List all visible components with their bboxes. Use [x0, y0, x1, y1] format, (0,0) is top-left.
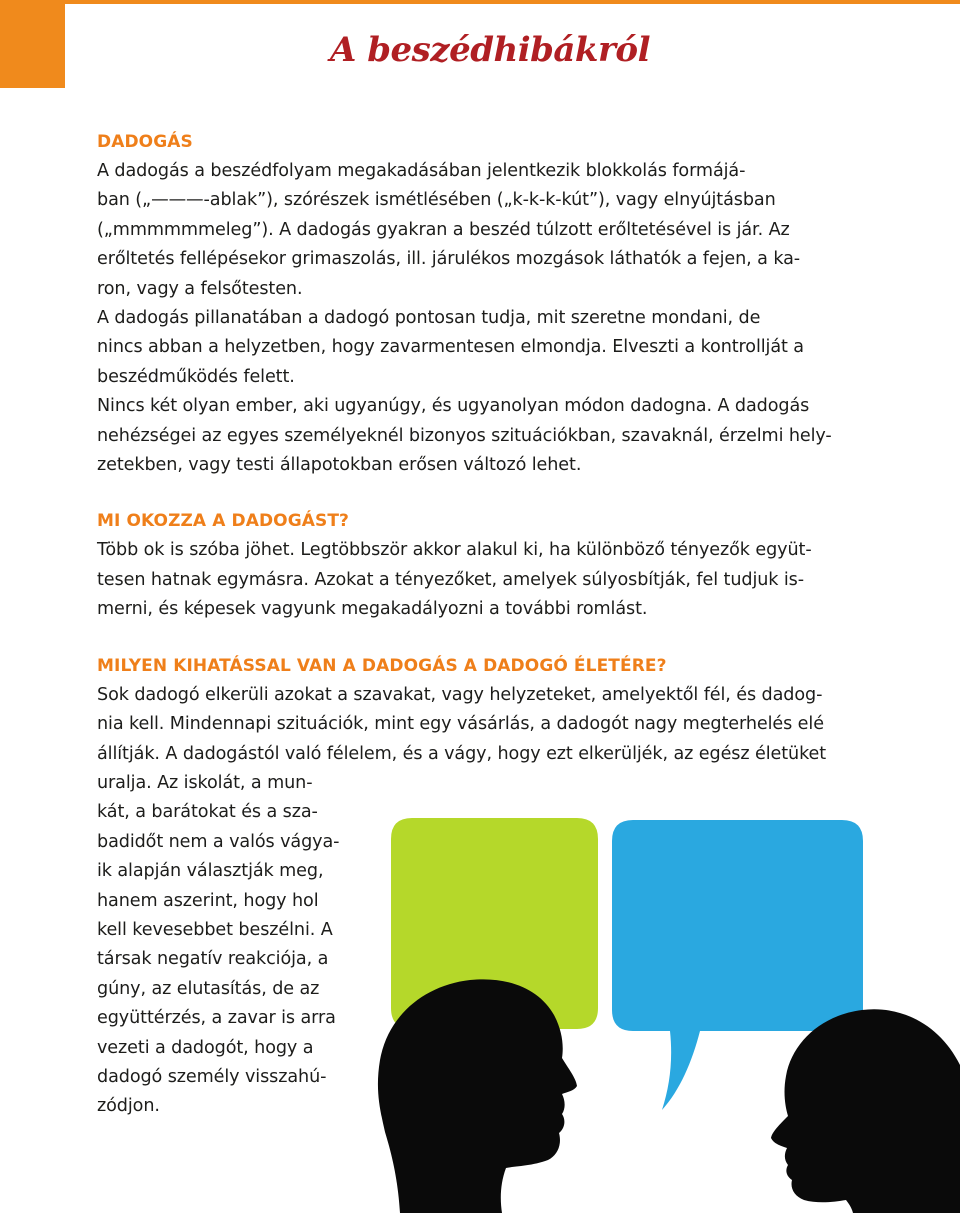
person-silhouette-icon [771, 1009, 960, 1213]
text-line: beszédműködés felett. [97, 366, 295, 387]
page-title: A beszédhibákról [330, 30, 650, 70]
section-gap [97, 625, 887, 652]
text-line: („mmmmmmeleg”). A dadogás gyakran a beszéd túlzott erőltetésével is jár. Az [97, 219, 790, 240]
text-line: kát, a barátokat és a sza- [97, 802, 318, 823]
text-line: hanem aszerint, hogy hol [97, 890, 319, 911]
top-accent-line [0, 0, 960, 4]
text-line: zetekben, vagy testi állapotokban erősen változó lehet. [97, 455, 582, 476]
text-line: Több ok is szóba jöhet. Legtöbbször akkor alakul ki, ha különböző tényezők együt- [97, 540, 812, 561]
text-line: együttérzés, a zavar is arra [97, 1008, 336, 1029]
text-line: badidőt nem a valós vágya- [97, 831, 340, 852]
text-line: társak negatív reakciója, a [97, 949, 329, 970]
text-line: nincs abban a helyzetben, hogy zavarmentesen elmondja. Elveszti a kontrollját a [97, 337, 804, 358]
section-heading-dadogas: DADOGÁS [97, 132, 193, 152]
section-heading-kihatas: MILYEN KIHATÁSSAL VAN A DADOGÁS A DADOGÓ ÉLETÉRE? [97, 655, 667, 676]
text-line: kell kevesebbet beszélni. A [97, 919, 333, 940]
text-line: zódjon. [97, 1096, 160, 1117]
text-line: tesen hatnak egymásra. Azokat a tényezőket, amelyek súlyosbítják, fel tudjuk is- [97, 569, 804, 590]
text-line: Sok dadogó elkerüli azokat a szavakat, vagy helyzeteket, amelyektől fél, és dadog- [97, 684, 823, 705]
text-line: uralja. Az iskolát, a mun- [97, 772, 313, 793]
text-line: A dadogás pillanatában a dadogó pontosan tudja, mit szeretne mondani, de [97, 308, 761, 329]
text-line: ron, vagy a felsőtesten. [97, 278, 303, 299]
man-silhouette-icon [378, 979, 577, 1213]
text-line: ik alapján választják meg, [97, 861, 324, 882]
text-line: ban („———-ablak”), szórészek ismétlésében („k-k-k-kút”), vagy elnyújtásban [97, 190, 776, 211]
text-line: gúny, az elutasítás, de az [97, 978, 320, 999]
section-gap [97, 480, 887, 507]
text-line: Nincs két olyan ember, aki ugyanúgy, és ugyanolyan módon dadogna. A dadogás [97, 396, 810, 417]
text-line: állítják. A dadogástól való félelem, és a vágy, hogy ezt elkerüljék, az egész életüket [97, 743, 827, 764]
section-body-dadogas [97, 157, 887, 480]
text-line: vezeti a dadogót, hogy a [97, 1037, 314, 1058]
text-line: merni, és képesek vagyunk megakadályozni a további romlást. [97, 599, 648, 620]
narrow-text-column [97, 769, 362, 1122]
text-line: erőltetés fellépésekor grimaszolás, ill. járulékos mozgások láthatók a fejen, a ka- [97, 249, 801, 270]
text-line: nehézségei az egyes személyeknél bizonyos szituációkban, szavaknál, érzelmi hely- [97, 425, 832, 446]
text-line: nia kell. Mindennapi szituációk, mint egy vásárlás, a dadogót nagy megterhelés elé [97, 714, 824, 735]
section-heading-okok: MI OKOZZA A DADOGÁST? [97, 511, 350, 532]
speech-bubbles-profiles-icon [340, 810, 960, 1213]
section-body-okok [97, 536, 887, 624]
text-line: A dadogás a beszédfolyam megakadásában jelentkezik blokkolás formájá- [97, 161, 746, 181]
text-line: dadogó személy visszahú- [97, 1066, 327, 1087]
